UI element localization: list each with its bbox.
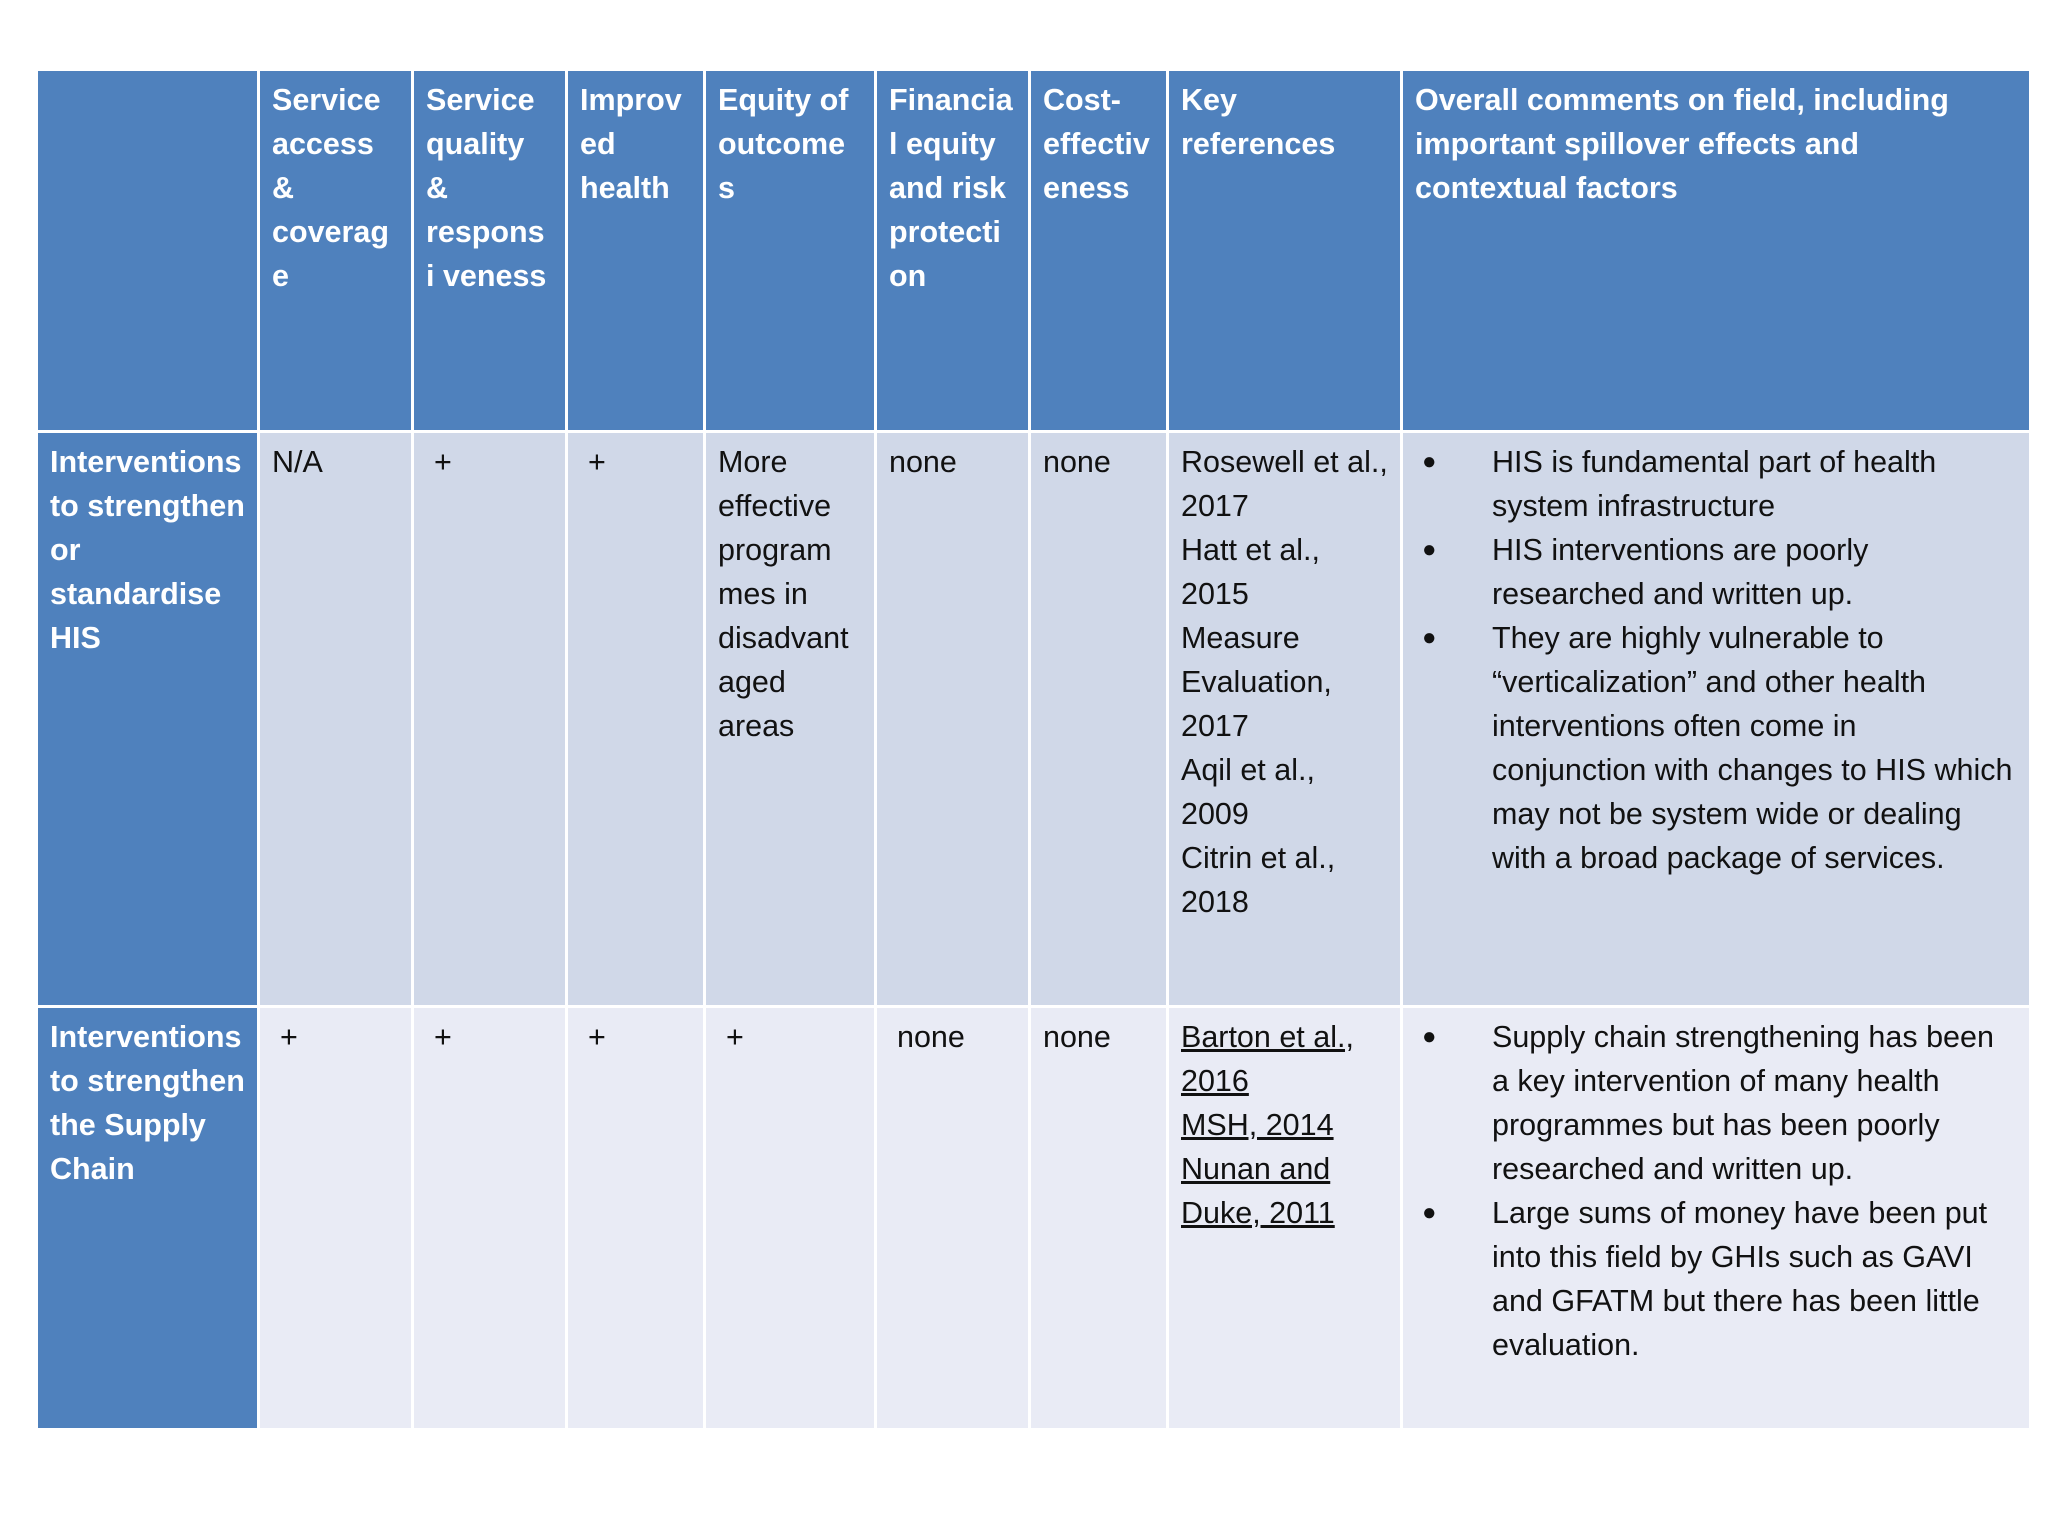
comment-text: Large sums of money have been put into this field by GHIs such as GAVI and GFATM but there has been little evaluation.: [1492, 1196, 1988, 1362]
list-item: [1415, 616, 2017, 880]
header-equity-outcomes: Equity of outcomes: [705, 70, 876, 432]
list-item: [1415, 1015, 2017, 1191]
table-row-his: [37, 432, 2031, 1007]
bullet-icon: ●: [1422, 624, 1437, 651]
list-item: [1415, 440, 2017, 528]
header-service-access: Service access & coverage: [259, 70, 413, 432]
cell-supply-quality: +: [413, 1007, 567, 1430]
list-item: [1415, 528, 2017, 616]
cell-his-quality: +: [413, 432, 567, 1007]
header-improved-health: Improv ed health: [567, 70, 705, 432]
cell-his-comments: [1402, 432, 2031, 1007]
header-service-quality: Service quality & responsi veness: [413, 70, 567, 432]
header-overall-comments: Overall comments on field, including important spillover effects and contextual factors: [1402, 70, 2031, 432]
reference-link[interactable]: Barton et al., 2016: [1181, 1020, 1354, 1098]
bullet-icon: ●: [1422, 536, 1437, 563]
table-row-supply-chain: [37, 1007, 2031, 1430]
cell-supply-references: [1168, 1007, 1402, 1430]
header-financial-equity: Financial equity and risk protecti on: [876, 70, 1030, 432]
comment-list: [1415, 440, 2017, 880]
list-item: [1415, 1191, 2017, 1367]
cell-his-financial: none: [876, 432, 1030, 1007]
header-corner-cell: [37, 70, 259, 432]
reference-item: Measure Evaluation, 2017: [1181, 621, 1332, 743]
cell-supply-cost: none: [1030, 1007, 1168, 1430]
header-key-references: Key references: [1168, 70, 1402, 432]
cell-his-references: [1168, 432, 1402, 1007]
header-cost-effectiveness: Cost-effectiv eness: [1030, 70, 1168, 432]
cell-his-equity: More effective program mes in disadvant aged areas: [705, 432, 876, 1007]
cell-his-cost: none: [1030, 432, 1168, 1007]
evidence-table: [35, 68, 2032, 1431]
reference-item: Aqil et al., 2009: [1181, 753, 1315, 831]
comment-text: HIS interventions are poorly researched and written up.: [1492, 533, 1869, 611]
cell-supply-equity: +: [705, 1007, 876, 1430]
cell-supply-financial: none: [876, 1007, 1030, 1430]
row-label-his: Interventions to strengthen or standardise HIS: [37, 432, 259, 1007]
header-row: [37, 70, 2031, 432]
bullet-icon: ●: [1422, 1023, 1437, 1050]
bullet-icon: ●: [1422, 448, 1437, 475]
comment-text: They are highly vulnerable to “verticalization” and other health interventions often come in conjunction with changes to HIS which may not be system wide or dealing with a broad package of services.: [1492, 621, 2013, 875]
reference-item: Citrin et al., 2018: [1181, 841, 1336, 919]
cell-supply-access: +: [259, 1007, 413, 1430]
comment-list: [1415, 1015, 2017, 1367]
comment-text: Supply chain strengthening has been a key intervention of many health programmes but has been poorly researched and written up.: [1492, 1020, 1994, 1186]
bullet-icon: ●: [1422, 1199, 1437, 1226]
comment-text: HIS is fundamental part of health system infrastructure: [1492, 445, 1937, 523]
reference-link[interactable]: MSH, 2014: [1181, 1108, 1334, 1142]
row-label-supply-chain: Interventions to strengthen the Supply Chain: [37, 1007, 259, 1430]
cell-his-health: +: [567, 432, 705, 1007]
cell-supply-health: +: [567, 1007, 705, 1430]
cell-his-access: N/A: [259, 432, 413, 1007]
reference-item: Rosewell et al., 2017: [1181, 445, 1388, 523]
reference-item: Hatt et al., 2015: [1181, 533, 1321, 611]
reference-link[interactable]: Nunan and Duke, 2011: [1181, 1152, 1335, 1230]
cell-supply-comments: [1402, 1007, 2031, 1430]
